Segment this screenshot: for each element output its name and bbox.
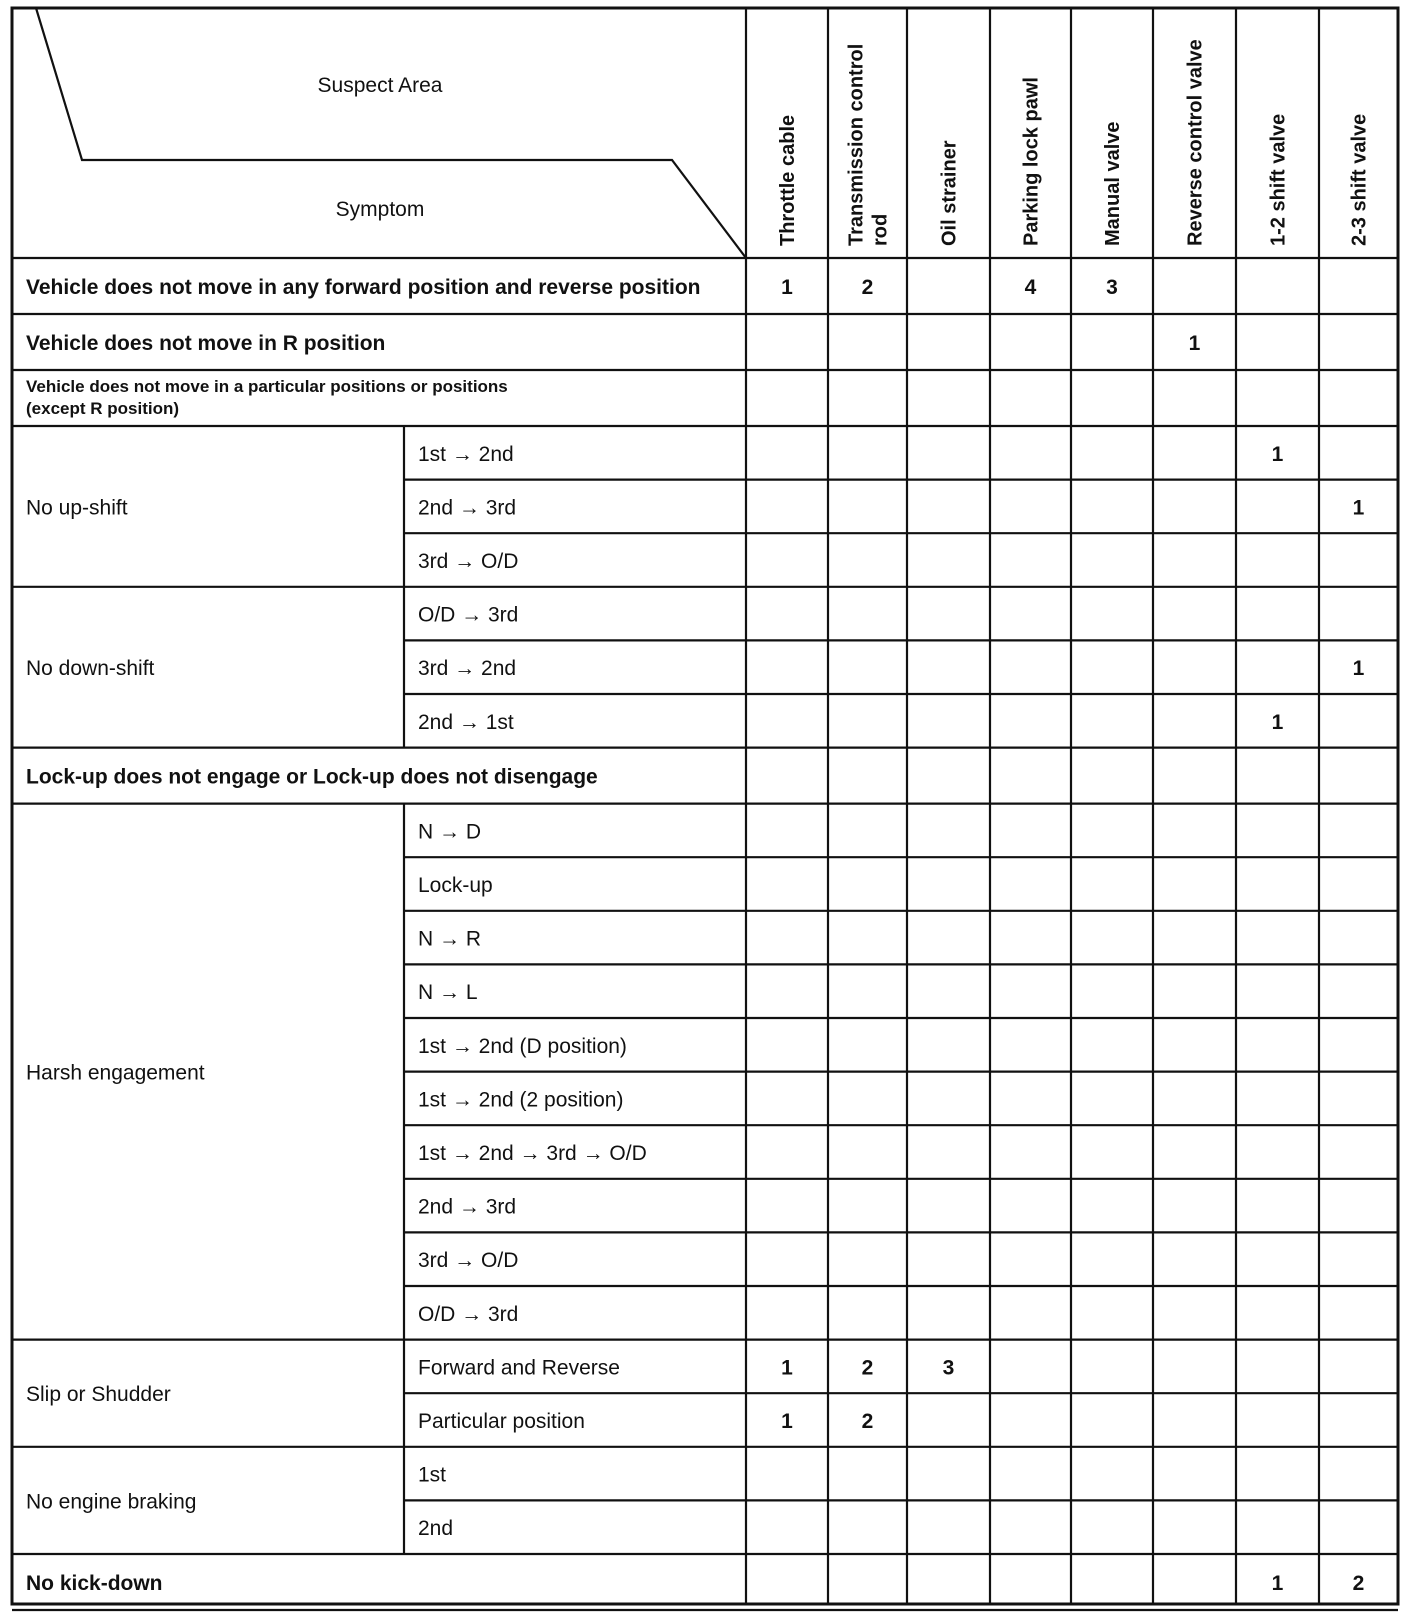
symptom-group-label: No engine braking: [26, 1490, 197, 1514]
symptom-row-label: No kick-down: [26, 1572, 163, 1595]
cell-value: 1: [1352, 496, 1365, 520]
symptom-row-label: Vehicle does not move in R position: [26, 332, 386, 355]
symptom-sub-label: N → L: [418, 981, 478, 1005]
symptom-group-label: No up-shift: [26, 496, 128, 520]
column-header-7: 1-2 shift valve: [1267, 113, 1290, 246]
symptom-sub-label: 1st → 2nd → 3rd → O/D: [418, 1142, 647, 1165]
symptom-group-label: No down-shift: [26, 657, 155, 681]
symptom-sub-label: 3rd → O/D: [418, 550, 519, 573]
column-header-2: rod: [869, 213, 892, 246]
cell-value: 2: [861, 1356, 874, 1380]
symptom-sub-label: 3rd → 2nd: [418, 657, 517, 681]
symptom-row-label: Lock-up does not engage or Lock-up does not disengage: [26, 765, 598, 789]
symptom-label: Symptom: [335, 198, 425, 221]
cell-value: 1: [781, 276, 793, 299]
column-header-1: Throttle cable: [777, 114, 799, 246]
cell-value: 4: [1024, 276, 1037, 299]
symptom-sub-label: 2nd → 3rd: [418, 496, 517, 520]
symptom-row-label: Vehicle does not move in any forward position and reverse position: [26, 276, 701, 299]
cell-value: 3: [1106, 276, 1118, 299]
suspect-area-label: Suspect Area: [317, 74, 443, 97]
symptom-sub-label: N → D: [418, 820, 481, 844]
table-border: [12, 8, 1398, 1604]
symptom-sub-label: Forward and Reverse: [418, 1356, 620, 1380]
column-headers: [777, 39, 1371, 246]
table-body: [26, 276, 1365, 1595]
symptom-row-label: Vehicle does not move in a particular positions or positions: [26, 377, 508, 396]
symptom-sub-label: Lock-up: [418, 874, 493, 897]
symptom-sub-label: 1st → 2nd (2 position): [418, 1088, 624, 1112]
symptom-sub-label: N → R: [418, 927, 481, 951]
column-header-8: 2-3 shift valve: [1348, 113, 1371, 246]
symptom-sub-label: 2nd → 3rd: [418, 1195, 517, 1219]
column-header-5: Manual valve: [1102, 121, 1124, 246]
table-header: [318, 74, 443, 221]
symptom-group-label: Slip or Shudder: [26, 1383, 171, 1407]
column-header-4: Parking lock pawl: [1020, 77, 1043, 246]
symptom-group-label: Harsh engagement: [26, 1061, 205, 1085]
column-header-3: Oil strainer: [938, 140, 961, 246]
symptom-sub-label: O/D → 3rd: [418, 603, 519, 627]
cell-value: 2: [1352, 1572, 1365, 1595]
cell-value: 1: [1271, 1572, 1284, 1595]
symptom-sub-label: 1st → 2nd (D position): [418, 1034, 627, 1058]
symptom-sub-label: 1st: [418, 1463, 447, 1487]
cell-value: 1: [1271, 710, 1284, 734]
column-header-2: Transmission control: [845, 43, 868, 246]
column-header-6: Reverse control valve: [1184, 39, 1207, 246]
cell-value: 1: [781, 1410, 793, 1433]
symptom-sub-label: 2nd: [418, 1517, 454, 1541]
cell-value: 1: [1352, 657, 1365, 681]
symptom-sub-label: 2nd → 1st: [418, 710, 514, 734]
cell-value: 3: [942, 1356, 955, 1380]
symptom-sub-label: 3rd → O/D: [418, 1249, 519, 1273]
cell-value: 1: [1188, 332, 1201, 355]
cell-value: 2: [861, 1410, 874, 1433]
symptom-sub-label: 1st → 2nd: [418, 442, 514, 466]
symptom-row-label: (except R position): [26, 399, 180, 418]
cell-value: 1: [1271, 442, 1284, 466]
table-grid: [12, 8, 1398, 1610]
symptom-sub-label: O/D → 3rd: [418, 1302, 519, 1326]
cell-value: 2: [861, 276, 874, 299]
cell-value: 1: [781, 1356, 793, 1380]
symptom-sub-label: Particular position: [418, 1410, 585, 1433]
